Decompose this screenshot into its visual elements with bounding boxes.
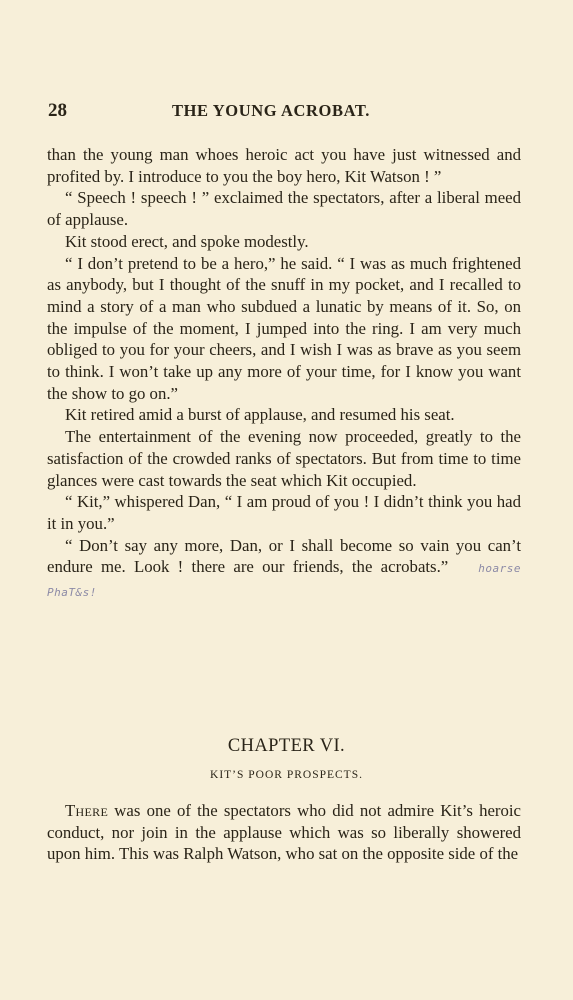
paragraph: “ Kit,” whispered Dan, “ I am proud of you ! I didn’t think you had it in you.” [47, 492, 521, 533]
chapter-text [47, 800, 521, 865]
page-number: 28 [48, 100, 67, 121]
chapter-title: CHAPTER VI. [227, 736, 346, 756]
body-text [47, 144, 521, 604]
paragraph: Kit retired amid a burst of applause, and resumed his seat. [65, 405, 455, 425]
paragraph: “ I don’t pretend to be a hero,” he said. “ I was as much frightened as anybody, but I thought of the snuff in my pocket, and I recalled to mind a story of a man who subdued a lunatic by means of it. So, on the impulse of the moment, I jumped into the ring. I am very much obliged to you for your cheers, and I wish I was as brave as you seem to think. I won’t take up any more of your time, for I know you want the show to go on.” [47, 253, 521, 403]
chapter-lead-word: There [65, 801, 109, 820]
paragraph-with-note [47, 535, 521, 604]
paragraph: “ Don’t say any more, Dan, or I shall become so vain you can’t endure me. Look ! there are our friends, the acrobats.” [47, 535, 521, 577]
running-head: THE YOUNG ACROBAT. [172, 101, 370, 120]
page-header [48, 100, 520, 126]
paragraph: “ Speech ! speech ! ” exclaimed the spectators, after a liberal meed of applause. [47, 188, 521, 230]
paragraph: The entertainment of the evening now proceeded, greatly to the satisfaction of the crowded ranks of spectators. But from time to time glances were cast towards the seat which Kit occupied. [47, 427, 521, 490]
chapter-paragraph-text: was one of the spectators who did not admire Kit’s heroic conduct, nor join in the applause which was so liberally showered upon him. This was Ralph Watson, who sat on the opposite side of the [47, 801, 521, 864]
handwritten-note: hoarse PhaT&s! [47, 562, 521, 600]
chapter-subtitle: KIT’S POOR PROSPECTS. [210, 769, 363, 781]
paragraph: Kit stood erect, and spoke modestly. [65, 231, 309, 251]
paragraph: than the young man whoes heroic act you have just witnessed and profited by. I introduce to you the boy hero, Kit Watson ! ” [47, 145, 521, 186]
chapter-opening-paragraph [47, 800, 521, 865]
